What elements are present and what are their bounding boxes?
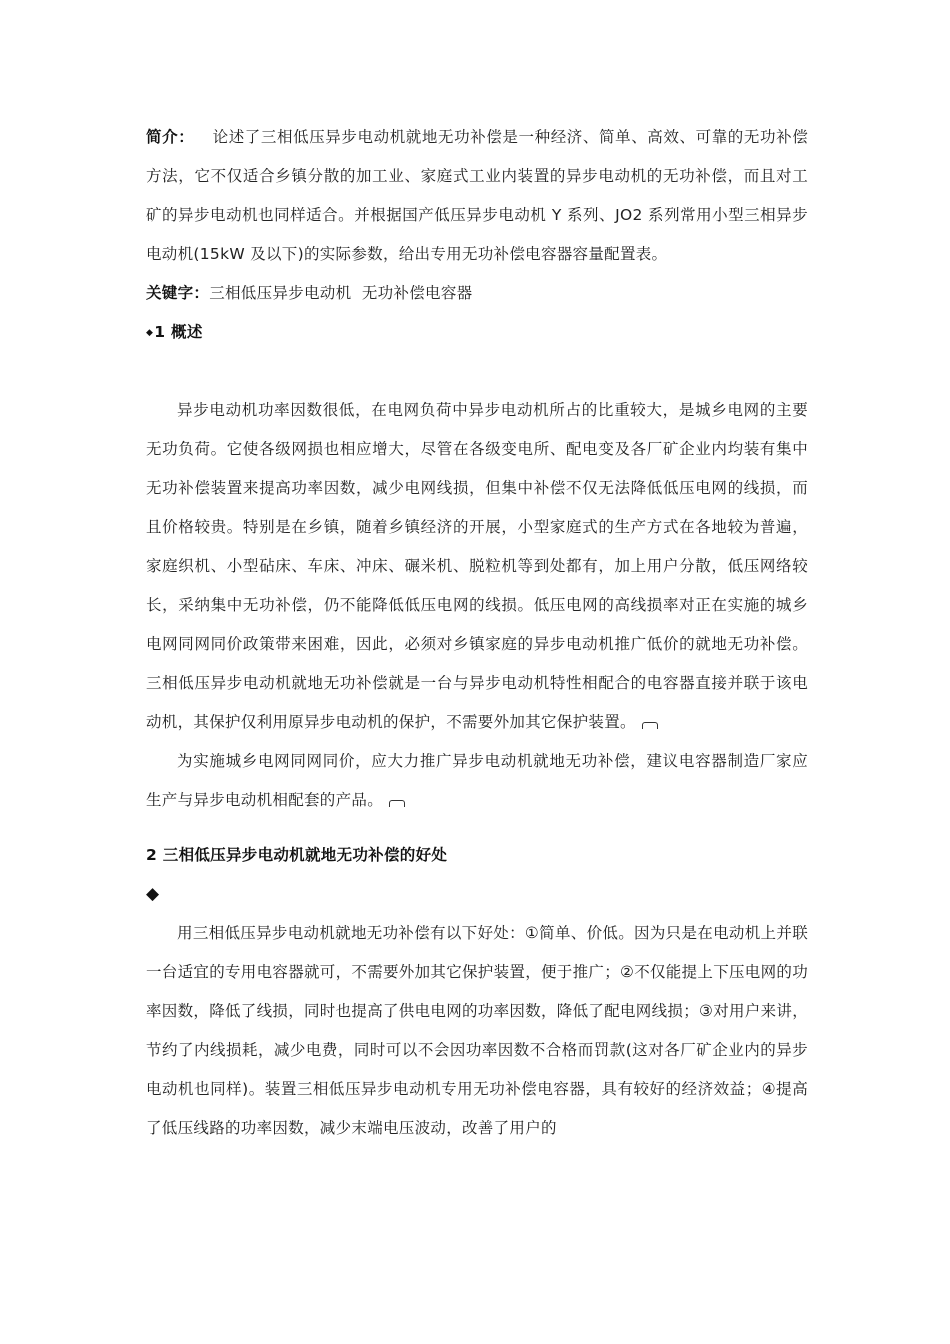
section1-title: 1 概述 xyxy=(154,323,203,341)
section1-paragraph-1: 异步电动机功率因数很低，在电网负荷中异步电动机所占的比重较大，是城乡电网的主要无功负荷。它使各级网损也相应增大，尽管在各级变电所、配电变及各厂矿企业内均装有集中无功补偿装置来提高功率因数，减少电网线损，但集中补偿不仅无法降低低压电网的线损，而且价格较贵。特别是在乡镇，随着乡镇经济的开展，小型家庭式的生产方式在各地较为普遍，家庭织机、小型砧床、车床、冲床、碾米机、脱粒机等到处都有，加上用户分散，低压网络较长，采纳集中无功补偿，仍不能降低低压电网的线损。低压电网的高线损率对正在实施的城乡电网同网同价政策带来困难，因此，必须对乡镇家庭的异步电动机推广低价的就地无功补偿。三相低压异步电动机就地无功补偿就是一台与异步电动机特性相配合的电容器直接并联于该电动机，其保护仅利用原异步电动机的保护，不需要外加其它保护装置。 xyxy=(146,401,808,731)
keywords-line xyxy=(146,274,808,313)
keywords-text: 三相低压异步电动机 无功补偿电容器 xyxy=(209,284,473,302)
note-mark-icon xyxy=(389,800,405,807)
section2-heading: 2 三相低压异步电动机就地无功补偿的好处 xyxy=(146,846,448,864)
keywords-label: 关键字： xyxy=(146,284,210,302)
diamond-bullet-icon: ◆ xyxy=(146,884,160,904)
abstract-text: 论述了三相低压异步电动机就地无功补偿是一种经济、简单、高效、可靠的无功补偿方法，它不仅适合乡镇分散的加工业、家庭式工业内装置的异步电动机的无功补偿，而且对工矿的异步电动机也同样适合。并根据国产低压异步电动机 Y 系列、JO2 系列常用小型三相异步电动机(15kW 及以下)的实际参数，给出专用无功补偿电容器容量配置表。 xyxy=(146,128,809,263)
diamond-bullet-icon: ◆ xyxy=(146,328,154,338)
note-mark-icon xyxy=(642,722,658,729)
section2-paragraph-1: 用三相低压异步电动机就地无功补偿有以下好处：①简单、价低。因为只是在电动机上并联一台适宜的专用电容器就可，不需要外加其它保护装置，便于推广；②不仅能提上下压电网的功率因数，降低了线损，同时也提高了供电电网的功率因数，降低了配电网线损；③对用户来讲，节约了内线损耗，减少电费，同时可以不会因功率因数不合格而罚款(这对各厂矿企业内的异步电动机也同样)。装置三相低压异步电动机专用无功补偿电容器，具有较好的经济效益；④提高了低压线路的功率因数，减少末端电压波动，改善了用户的 xyxy=(146,924,808,1137)
section1-heading xyxy=(146,313,808,353)
document-page xyxy=(146,118,808,1148)
section1-paragraph-2: 为实施城乡电网同网同价，应大力推广异步电动机就地无功补偿，建议电容器制造厂家应生产与异步电动机相配套的产品。 xyxy=(146,752,808,809)
abstract-label: 简介： xyxy=(146,128,195,146)
abstract-paragraph xyxy=(146,118,808,274)
